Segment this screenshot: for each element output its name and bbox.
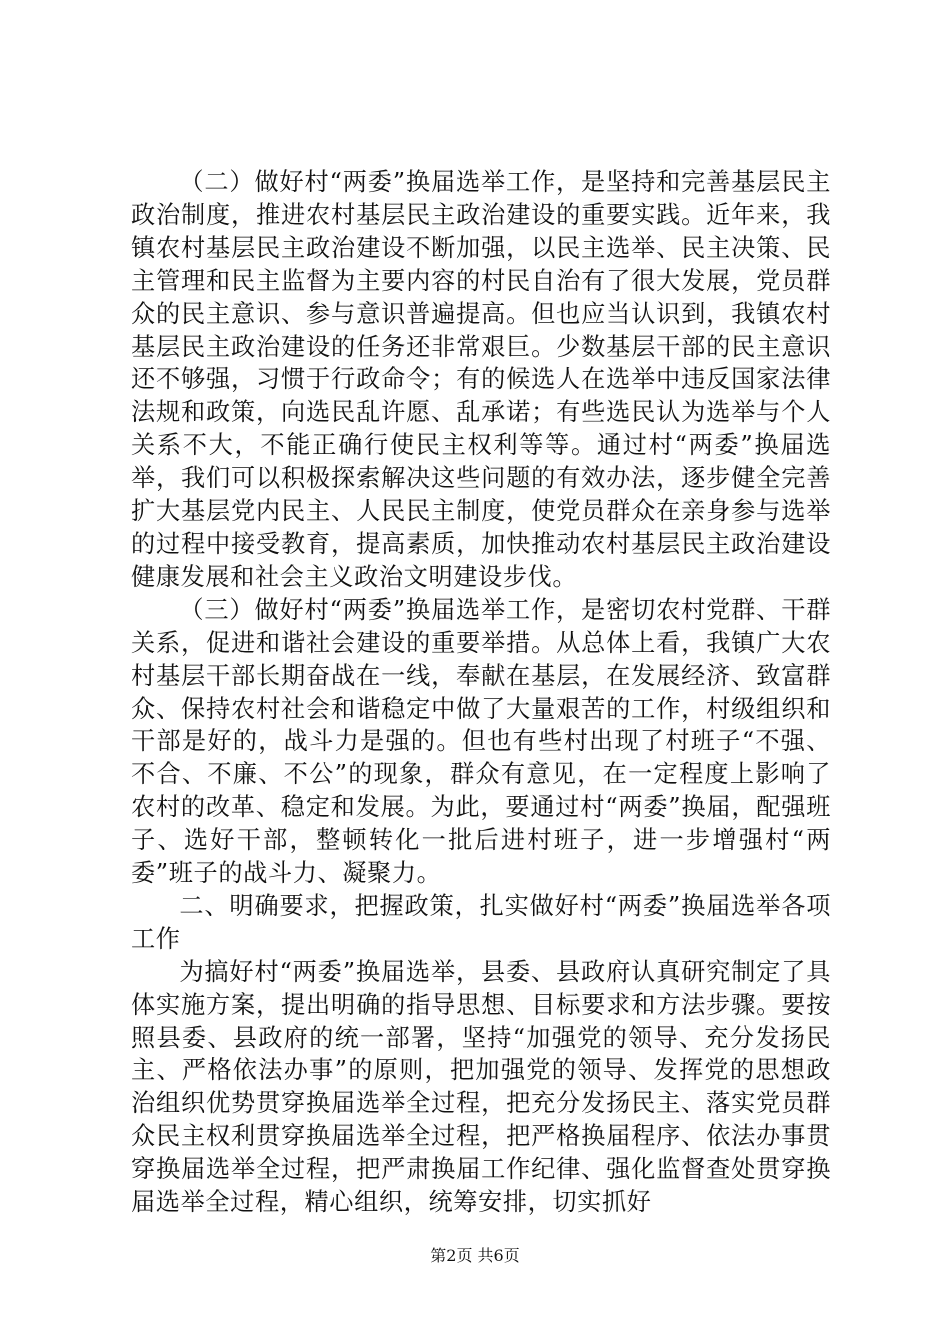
paragraph-2: （二）做好村“两委”换届选举工作，是坚持和完善基层民主政治制度，推进农村基层民主政治建设的重要实践。近年来，我镇农村基层民主政治建设不断加强，以民主选举、民主决策、民主管理和民主监督为主要内容的村民自治有了很大发展，党员群众的民主意识、参与意识普遍提高。但也应当认识到，我镇农村基层民主政治建设的任务还非常艰巨。少数基层干部的民主意识还不够强，习惯于行政命令；有的候选人在选举中违反国家法律法规和政策，向选民乱许愿、乱承诺；有些选民认为选举与个人关系不大，不能正确行使民主权利等等。通过村“两委”换届选举，我们可以积极探索解决这些问题的有效办法，逐步健全完善扩大基层党内民主、人民民主制度，使党员群众在亲身参与选举的过程中接受教育，提高素质，加快推动农村基层民主政治建设健康发展和社会主义政治文明建设步伐。 (131, 168, 831, 591)
document-body (131, 166, 831, 1219)
paragraph-3: （三）做好村“两委”换届选举工作，是密切农村党群、干群关系，促进和谐社会建设的重要举措。从总体上看，我镇广大农村基层干部长期奋战在一线，奉献在基层，在发展经济、致富群众、保持农村社会和谐稳定中做了大量艰苦的工作，村级组织和干部是好的，战斗力是强的。但也有些村出现了村班子“不强、不合、不廉、不公”的现象，群众有意见，在一定程度上影响了农村的改革、稳定和发展。为此，要通过村“两委”换届，配强班子、选好干部，整顿转化一批后进村班子，进一步增强村“两委”班子的战斗力、凝聚力。 (131, 595, 831, 888)
section-heading: 二、明确要求，把握政策，扎实做好村“两委”换届选举各项工作 (131, 891, 831, 953)
paragraph-4: 为搞好村“两委”换届选举，县委、县政府认真研究制定了具体实施方案，提出明确的指导思想、目标要求和方法步骤。要按照县委、县政府的统一部署，坚持“加强党的领导、充分发扬民主、严格依法办事”的原则，把加强党的领导、发挥党的思想政治组织优势贯穿换届选举全过程，把充分发扬民主、落实党员群众民主权利贯穿换届选举全过程，把严格换届程序、依法办事贯穿换届选举全过程，把严肃换届工作纪律、强化监督查处贯穿换届选举全过程，精心组织，统筹安排，切实抓好 (131, 957, 831, 1217)
page-footer: 第2页 共6页 (430, 1246, 520, 1265)
